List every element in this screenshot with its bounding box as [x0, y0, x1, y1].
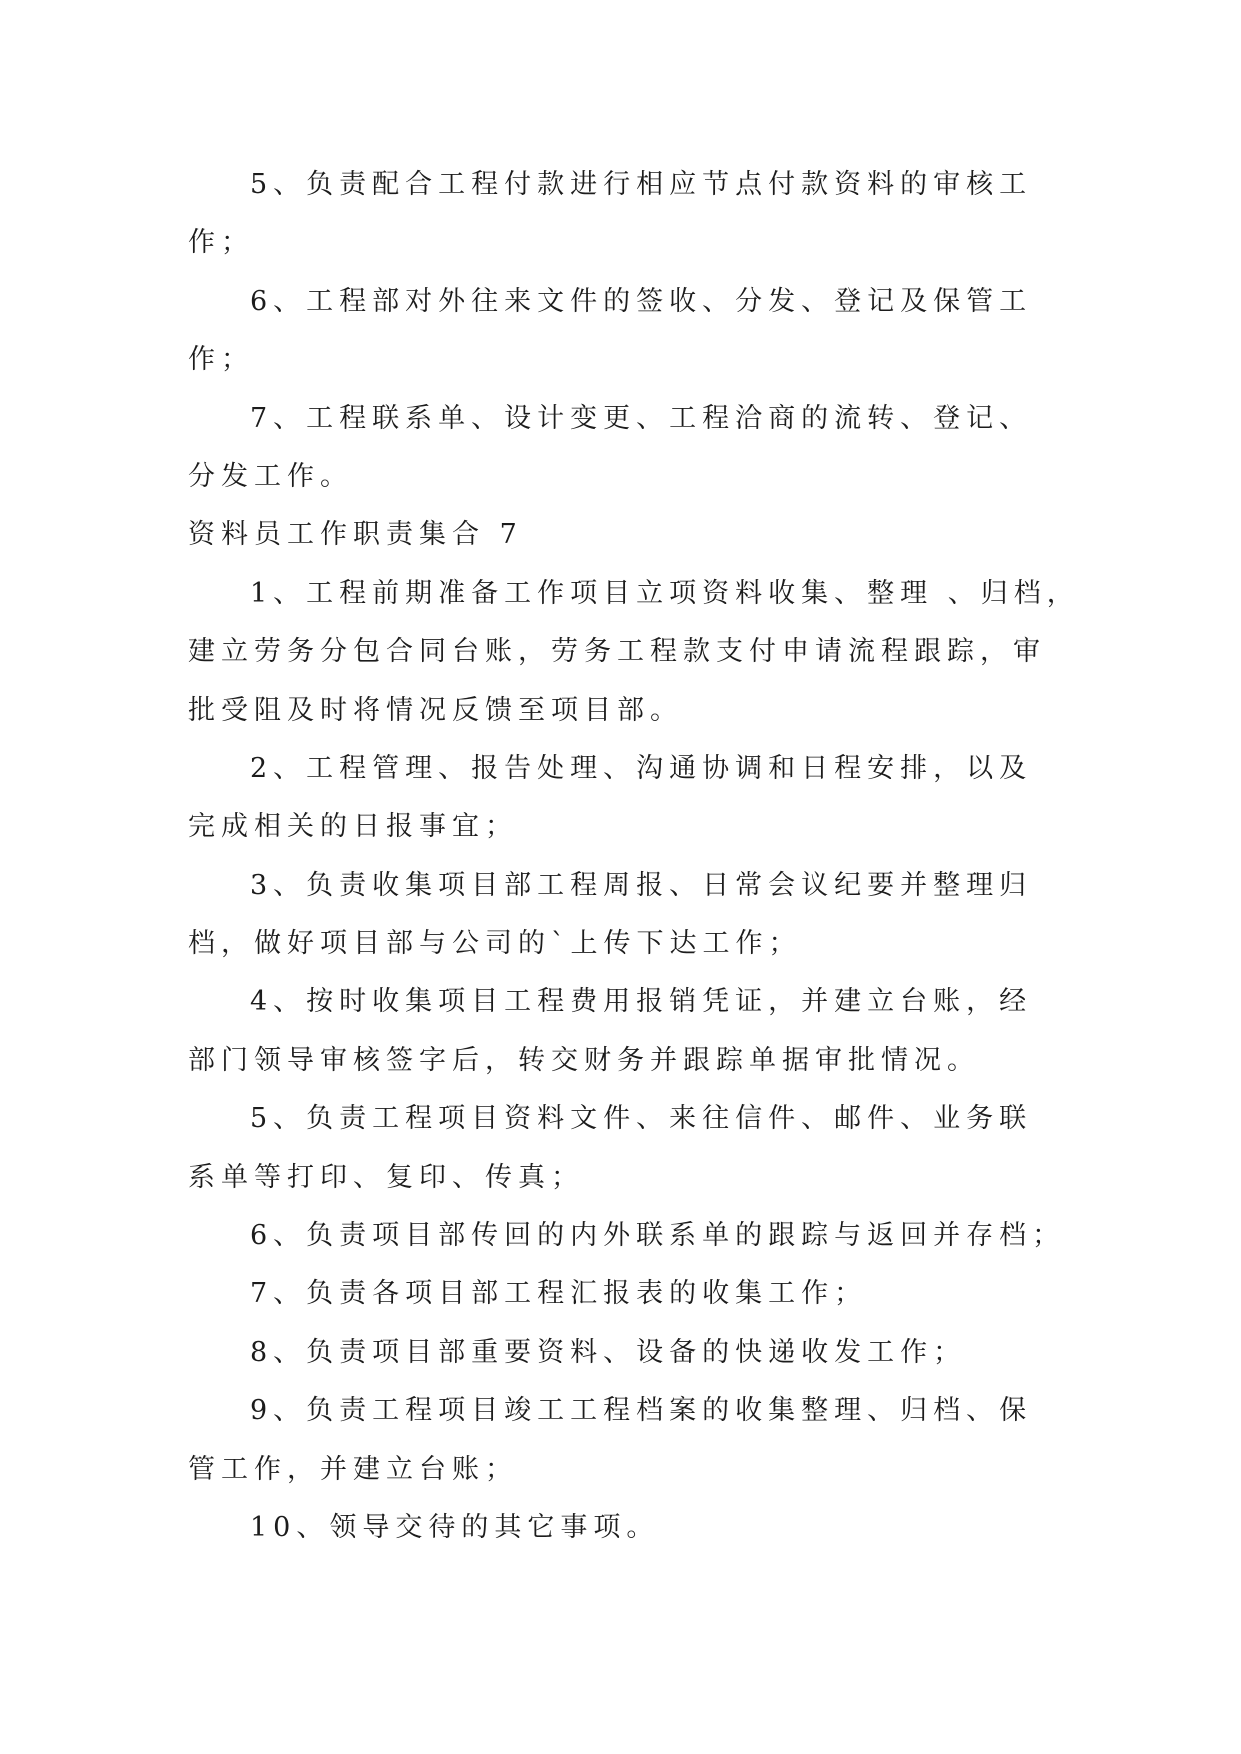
list-item	[188, 740, 1088, 857]
list-item	[188, 1382, 1088, 1499]
paragraph-line: 分发工作。	[188, 460, 353, 492]
list-item-line: 6、负责项目部传回的内外联系单的跟踪与返回并存档；	[250, 1220, 1066, 1252]
list-item-line: 7、负责各项目部工程汇报表的收集工作；	[250, 1278, 868, 1310]
list-item-line: 部门领导审核签字后，转交财务并跟踪单据审批情况。	[188, 1044, 980, 1076]
list-item-line: 10、领导交待的其它事项。	[250, 1511, 660, 1543]
paragraph-line: 7、工程联系单、设计变更、工程洽商的流转、登记、	[250, 402, 1033, 434]
list-item-line: 建立劳务分包合同台账，劳务工程款支付申请流程跟踪，审	[188, 636, 1046, 668]
list-item	[188, 1207, 1088, 1265]
list-item-line: 9、负责工程项目竣工工程档案的收集整理、归档、保	[250, 1395, 1033, 1427]
list-item-line: 3、负责收集项目部工程周报、日常会议纪要并整理归	[250, 869, 1033, 901]
paragraph	[188, 390, 1088, 507]
paragraph	[188, 273, 1088, 390]
paragraph-line: 作；	[188, 227, 254, 259]
paragraph	[188, 156, 1088, 273]
list-item-line: 完成相关的日报事宜；	[188, 811, 518, 843]
list-item-line: 2、工程管理、报告处理、沟通协调和日程安排，以及	[250, 752, 1033, 784]
list-item-line: 8、负责项目部重要资料、设备的快递收发工作；	[250, 1336, 967, 1368]
paragraph-line: 6、工程部对外往来文件的签收、分发、登记及保管工	[250, 285, 1033, 317]
list-item-line: 5、负责工程项目资料文件、来往信件、邮件、业务联	[250, 1103, 1033, 1135]
list-item-line: 档，做好项目部与公司的`上传下达工作；	[188, 928, 802, 960]
list-item	[188, 973, 1088, 1090]
document-body	[188, 156, 1088, 1557]
list-item	[188, 1499, 1088, 1557]
list-item	[188, 1324, 1088, 1382]
section-heading: 资料员工作职责集合 7	[188, 519, 523, 551]
list-item	[188, 1265, 1088, 1323]
list-item-line: 批受阻及时将情况反馈至项目部。	[188, 694, 683, 726]
list-item	[188, 565, 1088, 740]
paragraph-line: 5、负责配合工程付款进行相应节点付款资料的审核工	[250, 169, 1033, 200]
list-item-line: 4、按时收集项目工程费用报销凭证，并建立台账，经	[250, 986, 1033, 1018]
list-item-line: 系单等打印、复印、传真；	[188, 1161, 584, 1193]
list-item	[188, 857, 1088, 974]
list-item-line: 管工作，并建立台账；	[188, 1453, 518, 1485]
paragraph-line: 作；	[188, 344, 254, 376]
list-item-line: 1、工程前期准备工作项目立项资料收集、整理 、归档，	[250, 577, 1080, 609]
list-item	[188, 1090, 1088, 1207]
